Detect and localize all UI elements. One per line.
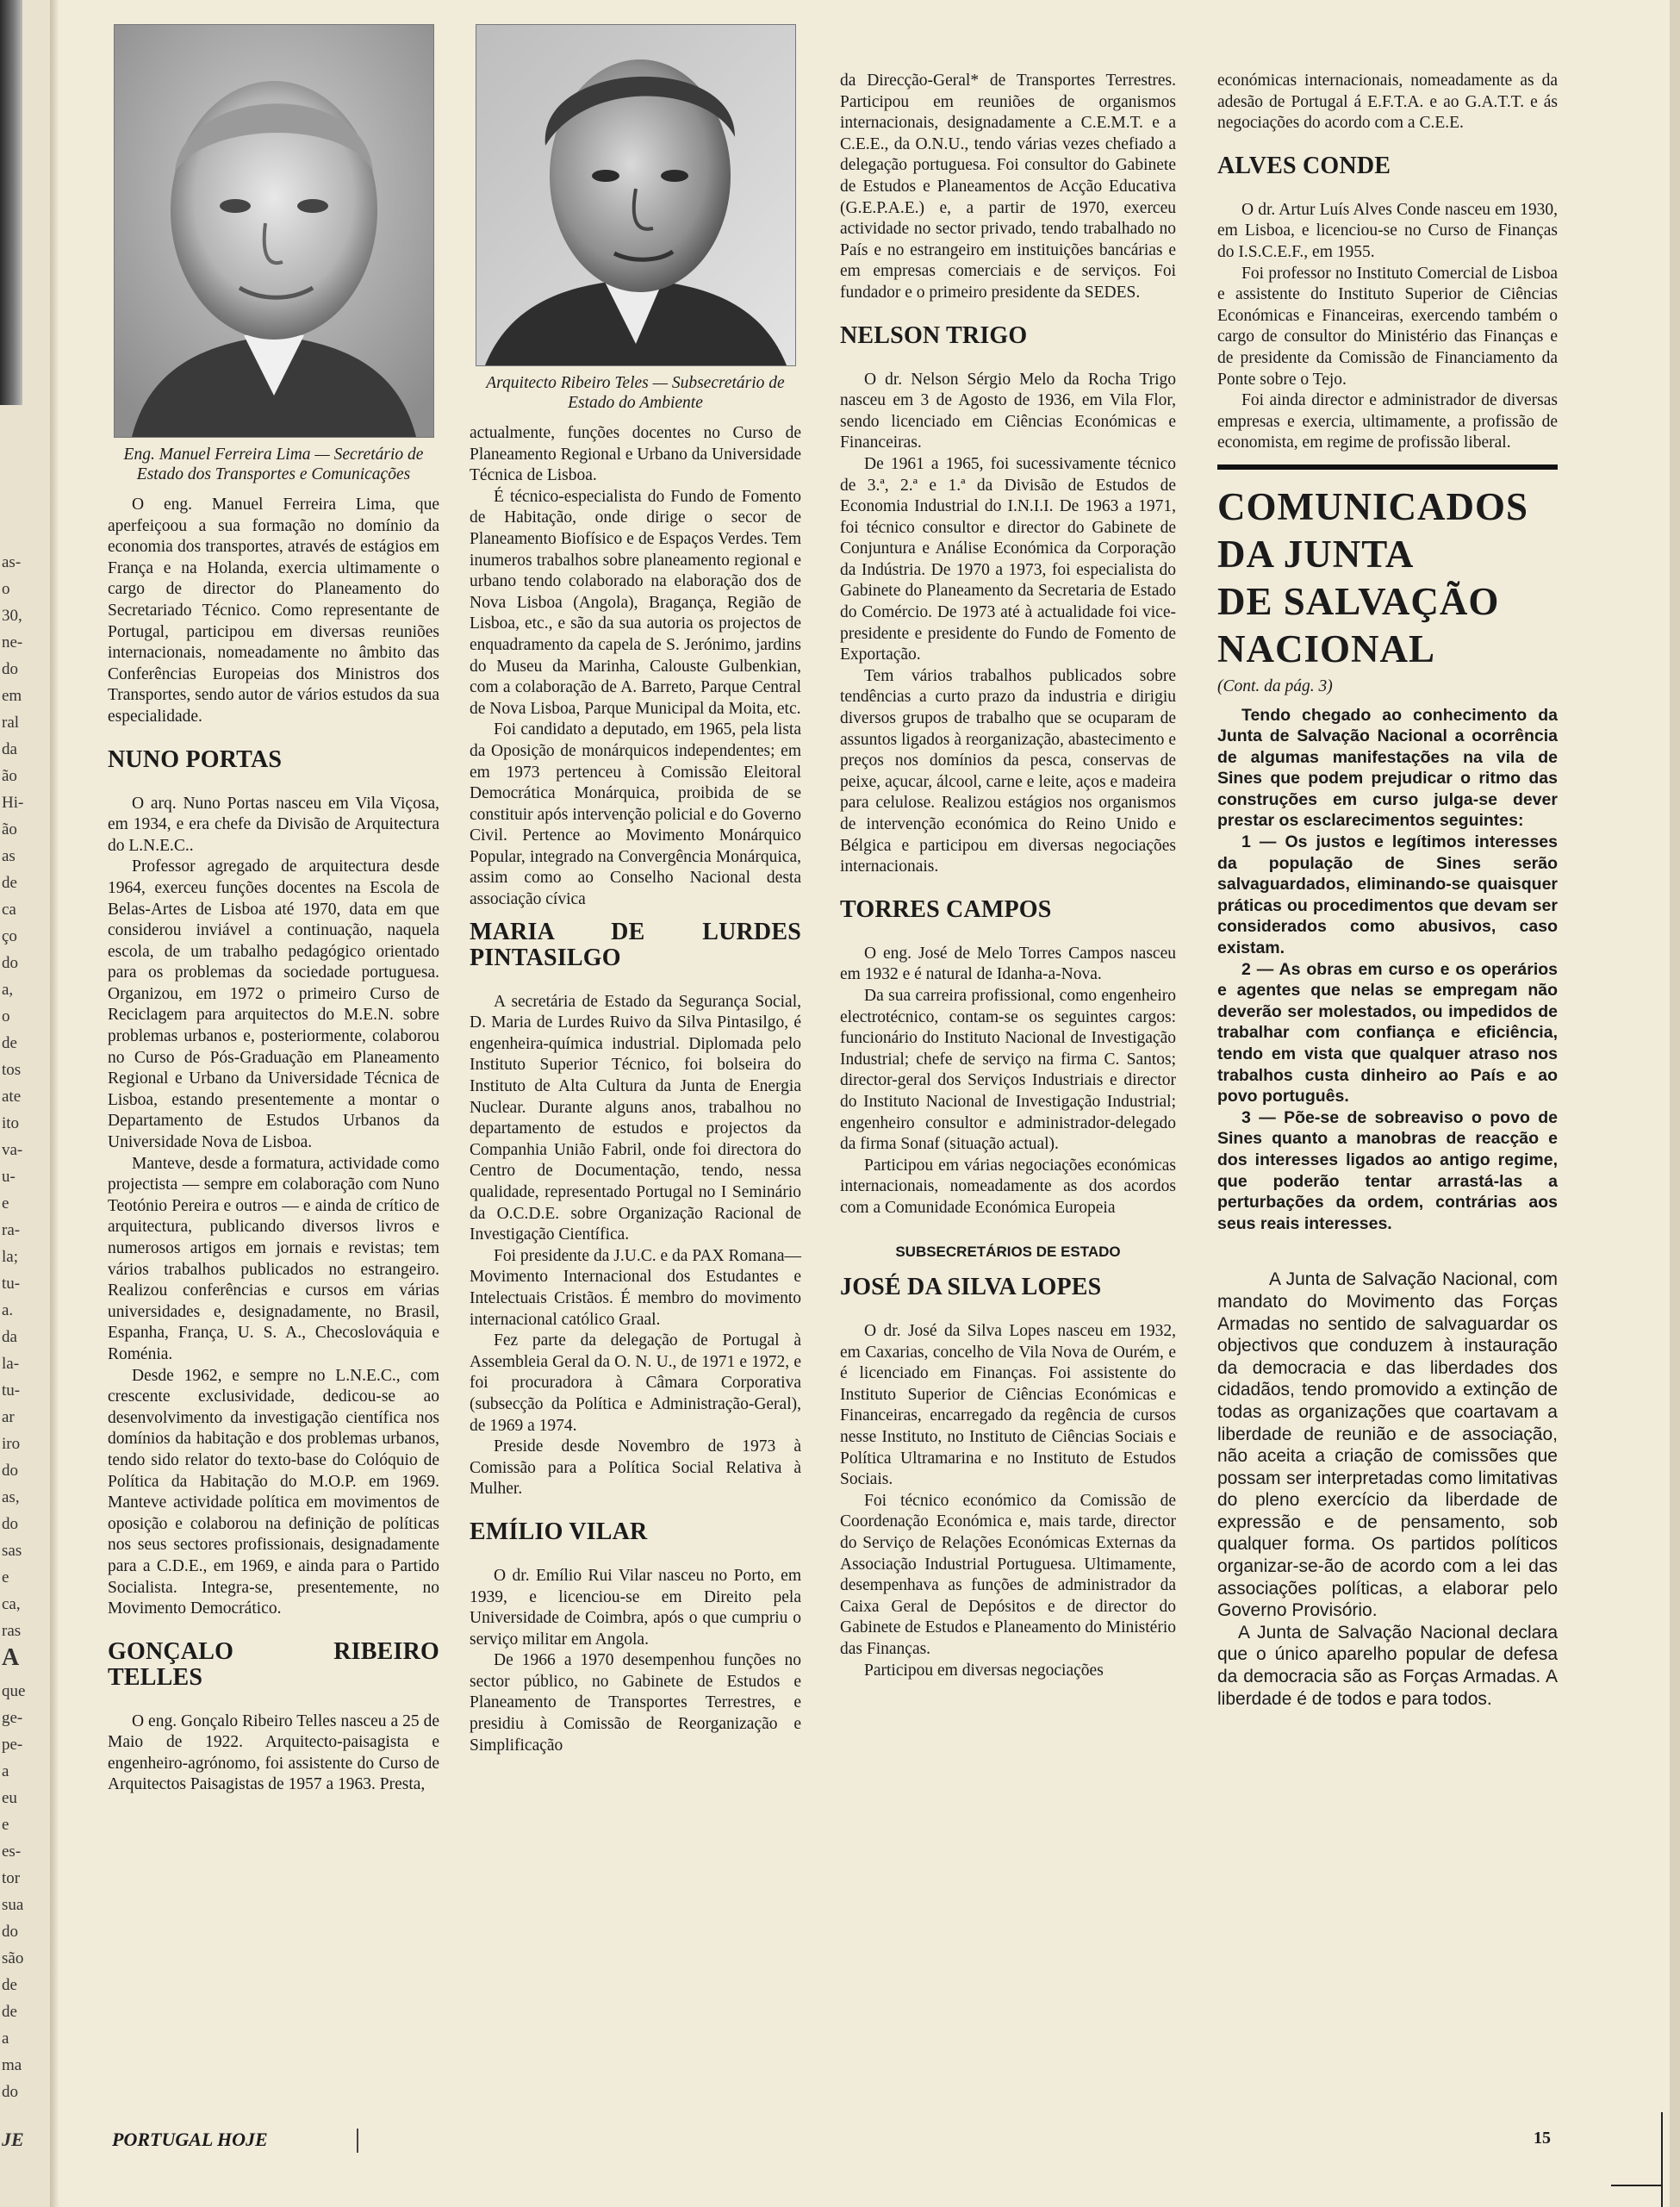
teles-paragraph-1: actualmente, funções docentes no Curso de Planeamento Regional e Urbano da Universidade Técnica de Lisboa.: [470, 424, 802, 485]
trigo-paragraph-2: De 1961 a 1965, foi sucessivamente técnico de 3.ª, 2.ª e 1.ª da Divisão de Estudos de Economia Industrial do I.N.I.I. De 1963 a 1971, foi técnico consultor e director do Gabinete de Conjuntura e Análise Económica da Corporação da Indústria. De 1970 a 1973, foi especialista do Gabinete do Planeamento da Secretaria de Estado do Comércio. De 1973 até à actualidade foi vice-presidente e presidente do Fundo de Fomento de Exportação.: [840, 454, 1176, 664]
previous-page-fragment: ço: [2, 927, 17, 945]
lopes-continued-paragraph: económicas internacionais, nomeadamente as da adesão de Portugal á E.F.T.A. e ao G.A.T.T. e ás negociações do acordo com a C.E.E.: [1217, 72, 1558, 133]
previous-page-fragment: iro: [2, 1435, 21, 1453]
portrait-image: [476, 25, 795, 365]
comunicados-title-line-1: COMUNICADOS: [1217, 484, 1529, 528]
previous-page-fragment: ge-: [2, 1709, 23, 1727]
crop-mark-horizontal: [1611, 2185, 1663, 2186]
previous-page-fragment: do: [2, 954, 18, 972]
teles-paragraph-3: Foi candidato a deputado, em 1965, pela lista da Oposição de monárquicos independentes; em em 1973 pertenceu à Comissão Eleitoral Democrática Monárquica, proibida de se constituir após intervenção policial e do Governo Civil. Pertence ao Movimento Monárquico Popular, integrado na Convergência Monárquica, assim como ao Conselho Nacional desta associação cívica: [470, 720, 801, 909]
column-1: [108, 24, 439, 1796]
previous-page-fragment: de: [2, 1976, 17, 1994]
previous-page-fragment: ão: [2, 767, 17, 785]
pintasilgo-paragraph-2: Foi presidente da J.U.C. e da PAX Romana— Movimento Internacional dos Estudantes e Intelectuais Cristãos. É membro do movimento internacional católico Graal.: [470, 1246, 801, 1329]
previous-page-fragment: ne-: [2, 633, 23, 652]
communique-intro: Tendo chegado ao conhecimento da Junta de Salvação Nacional a ocorrência de algumas manifestações na vila de Sines que podem prejudicar o ritmo das construções em curso julga-se dever prestar os esclarecimentos seguintes:: [1217, 705, 1558, 831]
trigo-paragraph-3: Tem vários trabalhos publicados sobre tendências a curto prazo da industria e dirigiu diversos grupos de trabalho que se ocuparam de assuntos ligados à reorganização, abastecimento e preços nos domínios da pesca, conservas de peixe, açucar, álcool, carne e leite, aços e madeira para celulose. Realizou estágios nos organismos de intervenção económica do Reino Unido e Bélgica e participou em diversas negociações internacionais.: [840, 666, 1176, 876]
telles-paragraph-1: O eng. Gonçalo Ribeiro Telles nasceu a 25 de Maio de 1922. Arquitecto-paisagista e engenheiro-agrónomo, foi assistente do Curso de Arquitectos Paisagistas de 1957 a 1963. Presta,: [108, 1711, 439, 1794]
heading-alves-conde: ALVES CONDE: [1217, 152, 1391, 179]
previous-page-fragment: es-: [2, 1842, 22, 1861]
previous-page-fragment: o: [2, 580, 10, 598]
previous-page-fragment: ão: [2, 820, 17, 839]
communique-point-2: 2 — As obras em curso e os operários e agentes que nelas se empregam não deverão ser molestados, ou impedidos de trabalhar com confiança e eficiência, tendo em vista que qualquer atraso nos trabalhos custa dinheiro ao País e ao povo português.: [1217, 959, 1558, 1107]
previous-page-fragment: a: [2, 1762, 9, 1780]
heading-jose-da-silva-lopes: JOSÉ DA SILVA LOPES: [840, 1274, 1102, 1301]
previous-page-fragment: tos: [2, 1061, 22, 1079]
previous-page-fragment: as: [2, 847, 16, 865]
previous-page-fragment: e: [2, 1568, 9, 1587]
previous-page-fragment: a.: [2, 1301, 14, 1319]
comunicados-title-line-3: DE SALVAÇÃO: [1217, 579, 1500, 623]
previous-page-fragment: ra-: [2, 1221, 21, 1239]
crop-mark-vertical: [1661, 2112, 1663, 2207]
trigo-paragraph-1: O dr. Nelson Sérgio Melo da Rocha Trigo nasceu em 3 de Agosto de 1936, em Vila Flor, sendo licenciado em Ciências Económicas e Financeiras.: [840, 370, 1176, 452]
previous-page-fragment: do: [2, 1515, 18, 1533]
previous-page-fragment: tu-: [2, 1275, 21, 1293]
communique-point-3: 3 — Põe-se de sobreaviso o povo de Sines quanto a manobras de reacção e dos interesses ligados ao antigo regime, que poderão tentar arrastá-las a perturbações da ordem, contrárias aos seus reais interesses.: [1217, 1107, 1558, 1233]
previous-page-fragment: tor: [2, 1869, 21, 1887]
previous-page-fragment: pe-: [2, 1736, 23, 1754]
previous-page-photo-edge: [0, 0, 22, 405]
previous-page-fragment: que: [2, 1682, 26, 1700]
previous-page-fragment: la-: [2, 1355, 20, 1373]
teles-paragraph-2: É técnico-especialista do Fundo de Fomento de Habitação, onde dirige o secor de Planeamento Biofísico e de Espaços Verdes. Tem inumeros trabalhos sobre planeamento regional e urbano tendo colaborado na elaboração dos de Nova Lisboa (Angola), Bragança, Região de Lisboa, etc., e são da sua autoria os projectos de enquadramento da capela de S. Jerónimo, jardins do Museu da Marinha, Calouste Gulbenkian, com a colaboração de A. Barreto, Parque Central de Nova Lisboa, Parque Municipal da Moita, etc.: [470, 487, 801, 718]
conde-paragraph-2: Foi professor no Instituto Comercial de Lisboa e assistente do Instituto Superior de Ciências Económicas e Financeiras, exercendo também o cargo de consultor do Ministério das Finanças e de presidente da Comissão de Financiamento da Ponte sobre o Tejo.: [1217, 264, 1558, 389]
communique-junta: [1217, 1269, 1558, 1710]
pintasilgo-paragraph-1: A secretária de Estado da Segurança Social, D. Maria de Lurdes Ruivo da Silva Pintasilgo, é engenheira-química industrial. Diplomada pelo Instituto Superior Técnico, foi bolseira do Instituto de Alta Cultura da Junta de Energia Nuclear. Durante alguns anos, trabalhou no departamento de estudos e projectos da Companhia União Fabril, onde foi directora do Centro de Documentação, tendo, nessa qualidade, representado Portugal no I Seminário da O.C.D.E. sobre Organização Racional de Investigação Científica.: [470, 992, 801, 1244]
comunicados-title-line-4: NACIONAL: [1217, 627, 1436, 670]
previous-page-fragment: JE: [2, 2129, 24, 2150]
previous-page-fragment: da: [2, 1328, 17, 1346]
previous-page-fragment: u-: [2, 1168, 16, 1186]
previous-page-strip: [0, 0, 52, 2207]
campos-paragraph-3: Participou em várias negociações económicas internacionais, nomeadamente as dos acordos com a Comunidade Económica Europeia: [840, 1156, 1176, 1217]
previous-page-fragment: as,: [2, 1488, 20, 1506]
photo-caption-ribeiro-teles: Arquitecto Ribeiro Teles — Subsecretário de Estado do Ambiente: [486, 374, 785, 412]
previous-page-fragment: do: [2, 1462, 18, 1480]
previous-page-fragment: sua: [2, 1896, 24, 1914]
junta-paragraph-2: A Junta de Salvação Nacional declara que o único aparelho popular de defesa da democracia são as Forças Armadas. A liberdade é de todos e para todos.: [1217, 1622, 1558, 1709]
previous-page-fragment: ral: [2, 714, 20, 732]
heading-emilio-vilar: EMÍLIO VILAR: [470, 1518, 648, 1545]
continuation-note: (Cont. da pág. 3): [1217, 676, 1333, 695]
portas-paragraph-1: O arq. Nuno Portas nasceu em Vila Viçosa, em 1934, e era chefe da Divisão de Arquitectura do L.N.E.C..: [108, 794, 439, 855]
column-4: [1217, 71, 1558, 1710]
heading-nelson-trigo: NELSON TRIGO: [840, 321, 1028, 349]
portrait-image: [115, 25, 433, 437]
section-divider: [1217, 464, 1558, 470]
previous-page-fragment: e: [2, 1816, 9, 1834]
previous-page-fragment: Hi-: [2, 794, 24, 812]
portrait-photo-ribeiro-teles: [476, 24, 796, 366]
heading-goncalo-ribeiro-telles: GONÇALO RIBEIRO TELLES: [108, 1637, 439, 1691]
footer-tick-mark: [357, 2129, 358, 2153]
conde-paragraph-3: Foi ainda director e administrador de diversas empresas e exercia, ultimamente, a profissão de economista, em regime de profissão liberal.: [1217, 391, 1558, 452]
previous-page-fragment: a: [2, 2029, 9, 2048]
junta-paragraph-1: A Junta de Salvação Nacional, com mandato do Movimento das Forças Armadas no sentido de salvaguardar os objectivos que conduzem à instauração da democracia e das liberdades dos cidadãos, tendo promovido a extinção de todas as organizações que coartavam a liberdade de reunião e de associação, não aceita a criação de comissões que possam ser interpretadas como limitativas do pleno exercício da liberdade de expressão e de pensamento, sob qualquer forma. Os partidos políticos organizar-se-ão de acordo com a lei das associações políticas, a elaborar pelo Governo Provisório.: [1217, 1269, 1558, 1621]
footer-publication-name: PORTUGAL HOJE: [112, 2129, 268, 2150]
previous-page-fragment: ma: [2, 2056, 22, 2074]
lopes-paragraph-3: Participou em diversas negociações: [864, 1661, 1104, 1680]
communique-sines: [1217, 705, 1558, 1235]
communique-point-1: 1 — Os justos e legítimos interesses da população de Sines serão salvaguardados, eliminando-se quaisquer práticas ou procedimentos que devam ser considerados como abusivos, caso existam.: [1217, 832, 1558, 958]
previous-page-fragment: do: [2, 660, 18, 678]
previous-page-fragment: la;: [2, 1248, 18, 1266]
vilar-paragraph-2: De 1966 a 1970 desempenhou funções no sector público, no Gabinete de Estudos e Planeamento de Transportes Terrestres, e presidiu à Comissão de Reorganização e Simplificação: [470, 1651, 801, 1755]
pintasilgo-paragraph-4: Preside desde Novembro de 1973 à Comissão para a Política Social Relativa à Mulher.: [470, 1437, 801, 1499]
previous-page-fragment: as-: [2, 553, 22, 571]
previous-page-fragment: de: [2, 874, 17, 892]
previous-page-fragment: ca,: [2, 1595, 21, 1613]
previous-page-fragment: ca: [2, 901, 16, 919]
previous-page-fragment: e: [2, 1194, 9, 1213]
vilar-continued-paragraph: da Direcção-Geral* de Transportes Terrestres. Participou em reuniões de organismos internacionais, designadamente a C.E.M.T. e a C.E.E., da O.N.U., tendo várias vezes chefiado a delegação portuguesa. Foi consultor do Gabinete de Estudos e Planeamentos de Acção Educativa (G.E.P.A.E.) e, a partir de 1970, exerceu actividade no sector privado, tendo trabalhado no País e no estrangeiro em instituições bancárias e em empresas comerciais e de serviços. Foi fundador e o primeiro presidente da SEDES.: [840, 72, 1176, 302]
heading-torres-campos: TORRES CAMPOS: [840, 895, 1052, 923]
portas-paragraph-4: Desde 1962, e sempre no L.N.E.C., com crescente exclusividade, dedicou-se ao desenvolvimento da investigação científica nos domínios da habitação e dos problemas urbanos, tendo sido relator do texto-base do Colóquio de Política da Habitação do M.O.P. em 1969. Manteve actividade política em movimentos de oposição e colaborou na definição de políticas nos seus sectores profissionais, designadamente para a C.D.E., em 1969, e ainda para o Partido Socialista. Integra-se, presentemente, no Movimento Democrático.: [108, 1366, 439, 1618]
portas-paragraph-3: Manteve, desde a formatura, actividade como projectista — sempre em colaboração com Nuno Teotónio Pereira e outros — e ainda de crítico de arquitectura, publicando diversos livros e numerosos artigos em jornais e revistas; tem vários trabalhos publicados no estrangeiro. Realizou conferências e cursos em várias universidades e, designadamente, no Brasil, Espanha, França, U. S. A., Checoslováquia e Roménia.: [108, 1154, 439, 1363]
previous-page-fragment: ar: [2, 1408, 15, 1426]
previous-page-fragment: tu-: [2, 1381, 21, 1400]
subheading-subsecretarios: SUBSECRETÁRIOS DE ESTADO: [895, 1243, 1121, 1260]
previous-page-fragment: em: [2, 687, 22, 705]
previous-page-fragment: va-: [2, 1141, 23, 1159]
previous-page-fragment: A: [2, 1644, 20, 1671]
previous-page-fragment: 30,: [2, 607, 22, 625]
previous-page-fragment: são: [2, 1949, 24, 1967]
previous-page-fragment: ito: [2, 1114, 20, 1132]
previous-page-fragment: a,: [2, 981, 14, 999]
pintasilgo-paragraph-3: Fez parte da delegação de Portugal à Assembleia Geral da O. N. U., de 1971 e 1972, e foi procuradora à Câmara Corporativa (subsecção da Política e Administração-Geral), de 1969 a 1974.: [470, 1331, 801, 1435]
lopes-paragraph-1: O dr. José da Silva Lopes nasceu em 1932, em Caxarias, concelho de Vila Nova de Ourém, e é licenciado em Finanças. Foi assistente do Instituto Superior de Ciências Económicas e Financeiras, encarregado da regência de cursos nesse Instituto, no Instituto de Ciências Sociais e Política Ultramarina e no Instituto de Estudos Sociais.: [840, 1322, 1176, 1489]
previous-page-fragment: o: [2, 1007, 10, 1026]
vilar-paragraph-1: O dr. Emílio Rui Vilar nasceu no Porto, em 1939, e licenciou-se em Direito pela Universidade de Coimbra, após o que cumpriu o serviço militar em Angola.: [470, 1566, 801, 1649]
previous-page-fragment: ate: [2, 1088, 22, 1106]
photo-caption-ferreira-lima: Eng. Manuel Ferreira Lima — Secretário de Estado dos Transportes e Comunicações: [123, 446, 424, 483]
ferreira-lima-paragraph: O eng. Manuel Ferreira Lima, que aperfeiçoou a sua formação no domínio da economia dos transportes, através de estágios em França e na Holanda, exercia ultimamente o cargo de director do Planeamento do Secretariado Técnico. Como representante de Portugal, participou em diversas reuniões internacionais, nomeadamente no âmbito das Conferências Europeias dos Ministros dos Transportes, sendo autor de vários estudos da sua especialidade.: [108, 496, 439, 726]
previous-page-fragment: de: [2, 1034, 17, 1052]
heading-nuno-portas: NUNO PORTAS: [108, 745, 283, 773]
previous-page-fragment: sas: [2, 1542, 22, 1560]
campos-paragraph-2: Da sua carreira profissional, como engenheiro electrotécnico, contam-se os seguintes cargos: funcionário do Instituto Nacional de Investigação Industrial; chefe de serviço na firma C. Santos; director-geral dos Serviços Industriais e director do Instituto Nacional de Investigação Industrial; engenheiro consultor e administrador-delegado da firma Sonaf (situação actual).: [840, 986, 1176, 1154]
previous-page-fragment: do: [2, 2083, 18, 2101]
previous-page-fragment: ras: [2, 1622, 22, 1640]
portas-paragraph-2: Professor agregado de arquitectura desde 1964, exerceu funções docentes na Escola de Belas-Artes de Lisboa até 1970, data em que considerou inviável a continuação, naquela escola, de um trabalho pedagógico orientado para os problemas da sociedade portuguesa. Organizou, em 1972 o primeiro Curso de Reciclagem para arquitectos do M.E.N. sobre problemas urbanos e, posteriormente, colaborou no Curso de Pós-Graduação em Planeamento Regional e Urbano da Universidade Técnica de Lisboa, estando presentemente a montar o Departamento de Estudos Urbanos da Universidade Nova de Lisboa.: [108, 857, 439, 1152]
comunicados-title-line-2: DA JUNTA: [1217, 532, 1415, 576]
conde-paragraph-1: O dr. Artur Luís Alves Conde nasceu em 1930, em Lisboa, e licenciou-se no Curso de Finanças do I.S.C.E.F., em 1955.: [1217, 200, 1558, 261]
previous-page-fragment: da: [2, 740, 17, 758]
page-number: 15: [1534, 2129, 1551, 2148]
previous-page-fragment: de: [2, 2003, 17, 2021]
campos-paragraph-1: O eng. José de Melo Torres Campos nasceu em 1932 e é natural de Idanha-a-Nova.: [840, 944, 1176, 984]
previous-page-fragment: do: [2, 1923, 18, 1941]
column-2: [470, 24, 801, 1756]
column-3: [840, 71, 1176, 1681]
comunicados-title: [1217, 483, 1558, 673]
page-right-edge: [1670, 0, 1680, 2207]
heading-maria-de-lurdes-pintasilgo: MARIA DE LURDES PINTASILGO: [470, 918, 801, 971]
previous-page-fragment: eu: [2, 1789, 17, 1807]
lopes-paragraph-2: Foi técnico económico da Comissão de Coordenação Económica e, mais tarde, director do Serviço de Relações Económicas Externas da Associação Industrial Portuguesa. Ultimamente, desempenhava as funções de administrador da Caixa Geral de Depósitos e de director do Gabinete de Estudos e Planeamento do Ministério das Finanças.: [840, 1491, 1176, 1658]
portrait-photo-ferreira-lima: [114, 24, 434, 438]
page-gutter: [50, 0, 59, 2207]
